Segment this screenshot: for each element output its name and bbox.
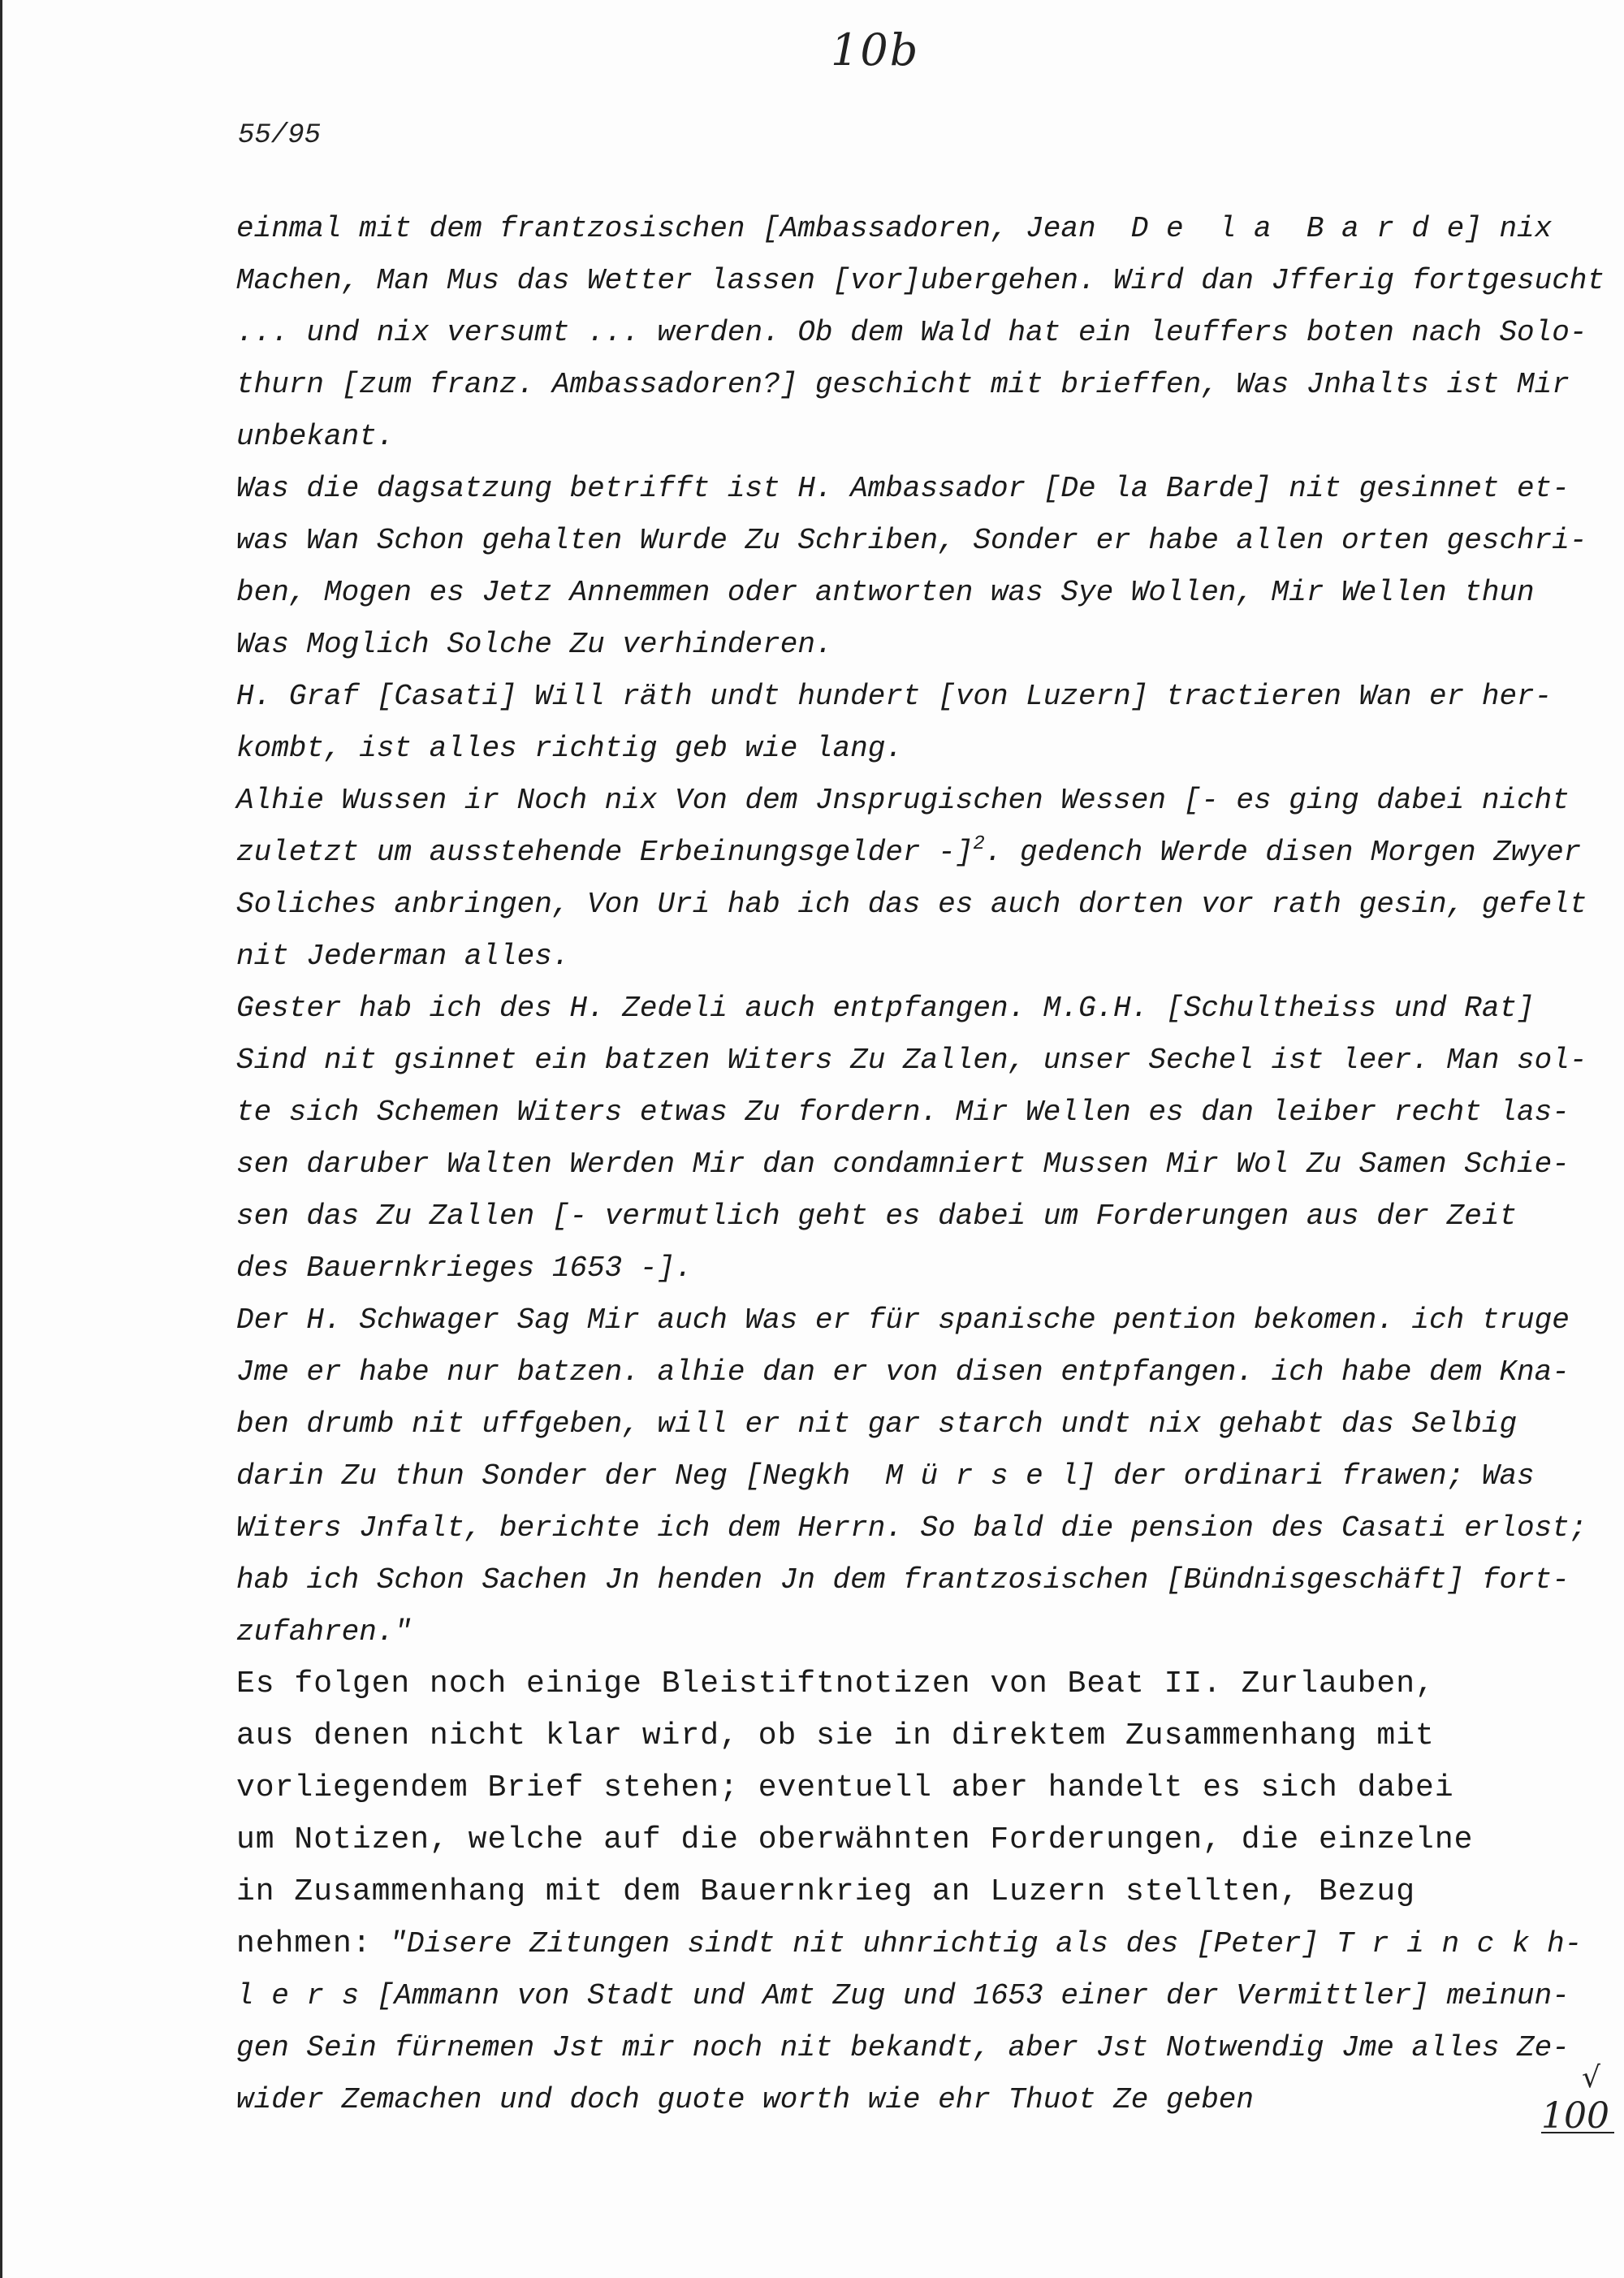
text-line-with-footnote [236,827,1582,879]
commentary-line: um Notizen, welche auf die oberwähnten Forderungen, die einzelne [236,1822,1474,1857]
commentary-line: in Zusammenhang mit dem Bauernkrieg an Luzern stellten, Bezug [236,1874,1416,1909]
commentary-line: aus denen nicht klar wird, ob sie in direktem Zusammenhang mit [236,1718,1435,1753]
text-line: sen das Zu Zallen [- vermutlich geht es dabei um Forderungen aus der Zeit [236,1200,1518,1233]
text-line: ben drumb nit uffgeben, will er nit gar starch undt nix gehabt das Selbig [236,1407,1518,1441]
stamp-underline [1541,2132,1614,2133]
text-line: Sind nit gsinnet ein batzen Witers Zu Zallen, unser Sechel ist leer. Man sol- [236,1044,1587,1077]
text-line: Was die dagsatzung betrifft ist H. Ambassador [De la Barde] nit gesinnet et- [236,472,1570,505]
text-line: Gester hab ich des H. Zedeli auch entpfangen. M.G.H. [Schultheiss und Rat] [236,992,1535,1025]
text-line: gen Sein fürnemen Jst mir noch nit bekandt, aber Jst Notwendig Jme alles Ze- [236,2031,1570,2064]
text-line: einmal mit dem frantzosischen [Ambassadoren, Jean D e l a B a r d e] nix [236,212,1553,245]
text-line: l e r s [Ammann von Stadt und Amt Zug und 1653 einer der Vermittler] meinun- [236,1979,1570,2012]
text-line: Der H. Schwager Sag Mir auch Was er für spanische pention bekomen. ich truge [236,1303,1570,1337]
text-line: Machen, Man Mus das Wetter lassen [vor]ubergehen. Wird dan Jfferig fortgesucht [236,264,1605,297]
text-line: nit Jederman alles. [236,940,570,973]
text-segment: . gedench Werde disen Morgen Zwyer [984,836,1582,869]
text-line: hab ich Schon Sachen Jn henden Jn dem frantzosischen [Bündnisgeschäft] fort- [236,1563,1570,1597]
text-line: thurn [zum franz. Ambassadoren?] geschicht mit brieffen, Was Jnhalts ist Mir [236,368,1570,401]
text-line: ben, Mogen es Jetz Annemmen oder antworten was Sye Wollen, Mir Wellen thun [236,576,1535,609]
text-line: Was Moglich Solche Zu verhinderen. [236,628,833,661]
quote-segment: "Disere Zitungen sindt nit uhnrichtig als des [Peter] T r i n c k h- [389,1927,1583,1960]
text-line: Alhie Wussen ir Noch nix Von dem Jnsprugischen Wessen [- es ging dabei nicht [236,784,1570,817]
text-line: zufahren." [236,1615,412,1649]
text-line: te sich Schemen Witers etwas Zu fordern. Mir Wellen es dan leiber recht las- [236,1096,1570,1129]
commentary-segment: nehmen: [236,1926,372,1961]
text-segment: zuletzt um ausstehende Erbeinungsgelder -] [236,836,974,869]
check-mark: √ [1582,2061,1600,2094]
folio-mark: 10b [831,24,920,76]
page-number-stamp: 100 [1541,2095,1609,2137]
text-line: was Wan Schon gehalten Wurde Zu Schriben, Sonder er habe allen orten geschri- [236,524,1587,557]
mixed-line [236,1918,1583,1970]
text-line: unbekant. [236,420,395,453]
reference-number: 55/95 [238,120,322,151]
text-line: sen daruber Walten Werden Mir dan condamniert Mussen Mir Wol Zu Samen Schie- [236,1148,1570,1181]
commentary-line: vorliegendem Brief stehen; eventuell aber handelt es sich dabei [236,1770,1454,1805]
text-line: Jme er habe nur batzen. alhie dan er von disen entpfangen. ich habe dem Kna- [236,1355,1570,1389]
text-line: Witers Jnfalt, berichte ich dem Herrn. So bald die pension des Casati erlost; [236,1511,1587,1545]
text-line: Soliches anbringen, Von Uri hab ich das es auch dorten vor rath gesin, gefelt [236,888,1587,921]
text-line: H. Graf [Casati] Will räth undt hundert [von Luzern] tractieren Wan er her- [236,680,1553,713]
commentary-line: Es folgen noch einige Bleistiftnotizen von Beat II. Zurlauben, [236,1666,1435,1701]
text-line: wider Zemachen und doch guote worth wie ehr Thuot Ze geben [236,2083,1255,2116]
footnote-reference: 2 [973,833,985,855]
text-line: des Bauernkrieges 1653 -]. [236,1251,693,1285]
text-line: darin Zu thun Sonder der Neg [Negkh M ü r s e l] der ordinari frawen; Was [236,1459,1535,1493]
text-line: kombt, ist alles richtig geb wie lang. [236,732,903,765]
text-line: ... und nix versumt ... werden. Ob dem Wald hat ein leuffers boten nach Solo- [236,316,1587,349]
